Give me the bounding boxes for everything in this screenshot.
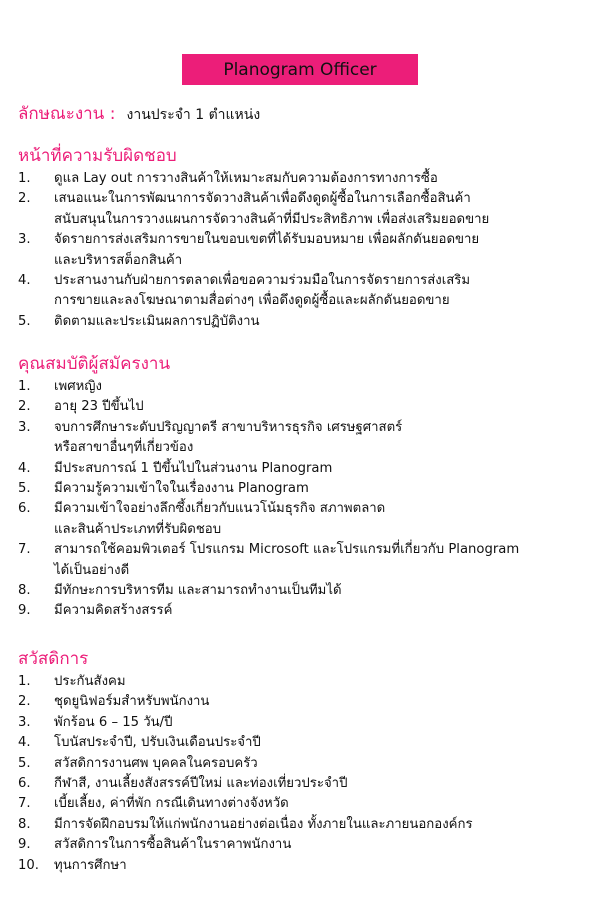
list-item-number: 2. [18, 191, 31, 207]
list-item-number: 4. [18, 735, 31, 751]
list-item-line: มีประสบการณ์ 1 ปีขึ้นไปในส่วนงาน Planogram [54, 460, 333, 476]
benefits-section [18, 648, 588, 876]
list-item-line: สวัสดิการงานศพ บุคคลในครอบครัว [54, 755, 258, 771]
list-item-number: 9. [18, 603, 31, 619]
list-item-line: มีความรู้ความเข้าใจในเรื่องงาน Planogram [54, 481, 309, 497]
list-item-text [54, 312, 588, 332]
list-item [18, 479, 588, 499]
list-item-line: ทุนการศึกษา [54, 857, 127, 873]
list-item-line: ประสานงานกับฝ่ายการตลาดเพื่อขอความร่วมมือในการจัดรายการส่งเสริม [54, 273, 471, 289]
list-item-line: พักร้อน 6 – 15 วัน/ปี [54, 714, 173, 730]
list-item-number: 8. [18, 816, 31, 832]
list-item-number: 3. [18, 232, 31, 248]
list-item [18, 397, 588, 417]
list-item-text [54, 271, 588, 312]
list-item-number: 1. [18, 674, 31, 689]
list-item-text [54, 230, 588, 271]
list-item-text [54, 754, 588, 774]
list-item-line: และสินค้าประเภทที่รับผิดชอบ [54, 521, 222, 537]
list-item-line: ชุดยูนิฟอร์มสำหรับพนักงาน [54, 694, 210, 710]
page-title: Planogram Officer [223, 59, 377, 80]
list-item-number: 6. [18, 776, 31, 792]
list-item-number: 1. [18, 379, 31, 394]
list-item [18, 377, 588, 397]
list-item-line: จบการศึกษาระดับปริญญาตรี สาขาบริหารธุรกิจ เศรษฐศาสตร์ [54, 419, 403, 435]
list-item [18, 835, 588, 855]
list-item-line: ติดตามและประเมินผลการปฏิบัติงาน [54, 313, 260, 329]
list-item-text [54, 692, 588, 712]
list-item-text [54, 169, 588, 189]
job-type-row [18, 100, 260, 127]
list-item-number: 3. [18, 714, 31, 730]
list-item-number: 10. [18, 857, 39, 873]
qualifications-heading: คุณสมบัติผู้สมัครงาน [18, 354, 171, 374]
list-item-number: 1. [18, 171, 31, 186]
list-item [18, 540, 588, 581]
list-item-text [54, 733, 588, 753]
list-item [18, 499, 588, 540]
qualifications-list [18, 377, 588, 622]
list-item-line: สามารถใช้คอมพิวเตอร์ โปรแกรม Microsoft และโปรแกรมที่เกี่ยวกับ Planogram [54, 542, 520, 558]
list-item-number: 2. [18, 399, 31, 415]
list-item-line: เพศหญิง [54, 379, 102, 394]
list-item [18, 189, 588, 230]
list-item [18, 856, 588, 876]
list-item-number: 2. [18, 694, 31, 710]
benefits-list [18, 672, 588, 876]
list-item-line: และบริหารสต็อกสินค้า [54, 252, 183, 268]
list-item-text [54, 774, 588, 794]
list-item-line: สนับสนุนในการวางแผนการจัดวางสินค้าที่มีประสิทธิภาพ เพื่อส่งเสริมยอดขาย [54, 211, 490, 227]
responsibilities-section [18, 145, 588, 332]
list-item [18, 713, 588, 733]
list-item-line: หรือสาขาอื่นๆที่เกี่ยวข้อง [54, 440, 194, 456]
list-item-line: ประกันสังคม [54, 674, 126, 689]
list-item-line: สวัสดิการในการซื้อสินค้าในราคาพนักงาน [54, 837, 292, 853]
list-item-number: 5. [18, 481, 31, 497]
list-item [18, 271, 588, 312]
list-item-text [54, 397, 588, 417]
list-item [18, 312, 588, 332]
list-item [18, 754, 588, 774]
list-item-text [54, 672, 588, 692]
list-item-text [54, 856, 588, 876]
list-item-line: โบนัสประจำปี, ปรับเงินเดือนประจำปี [54, 735, 261, 751]
list-item-line: เบี้ยเลี้ยง, ค่าที่พัก กรณีเดินทางต่างจังหวัด [54, 796, 289, 812]
qualifications-section [18, 353, 588, 622]
list-item-number: 5. [18, 755, 31, 771]
list-item-number: 4. [18, 460, 31, 476]
list-item [18, 672, 588, 692]
list-item-text [54, 459, 588, 479]
list-item-text [54, 540, 588, 581]
list-item-text [54, 835, 588, 855]
list-item-line: มีการจัดฝึกอบรมให้แก่พนักงานอย่างต่อเนื่อง ทั้งภายในและภายนอกองค์กร [54, 816, 473, 832]
list-item-line: มีความคิดสร้างสรรค์ [54, 603, 173, 619]
list-item [18, 418, 588, 459]
list-item [18, 230, 588, 271]
list-item [18, 794, 588, 814]
list-item-text [54, 189, 588, 230]
responsibilities-list [18, 169, 588, 332]
list-item-number: 9. [18, 837, 31, 853]
list-item [18, 692, 588, 712]
list-item-line: กีฬาสี, งานเลี้ยงสังสรรค์ปีใหม่ และท่องเที่ยวประจำปี [54, 776, 348, 792]
list-item-line: ดูแล Lay out การวางสินค้าให้เหมาะสมกับความต้องการทางการซื้อ [54, 171, 438, 186]
list-item [18, 169, 588, 189]
list-item-line: มีความเข้าใจอย่างลึกซึ้งเกี่ยวกับแนวโน้มธุรกิจ สภาพตลาด [54, 501, 386, 517]
list-item-text [54, 581, 588, 601]
list-item-number: 7. [18, 796, 31, 812]
list-item-text [54, 713, 588, 733]
responsibilities-heading: หน้าที่ความรับผิดชอบ [18, 146, 177, 166]
list-item-text [54, 377, 588, 397]
list-item-line: อายุ 23 ปีขึ้นไป [54, 399, 144, 415]
benefits-heading: สวัสดิการ [18, 649, 89, 669]
list-item-text [54, 794, 588, 814]
list-item-number: 6. [18, 501, 31, 517]
title-banner [182, 54, 418, 85]
list-item [18, 601, 588, 621]
list-item-line: มีทักษะการบริหารทีม และสามารถทำงานเป็นทีมได้ [54, 583, 342, 599]
list-item-text [54, 815, 588, 835]
list-item-number: 8. [18, 583, 31, 599]
list-item-number: 4. [18, 273, 31, 289]
list-item [18, 459, 588, 479]
list-item-text [54, 601, 588, 621]
list-item [18, 581, 588, 601]
list-item-number: 5. [18, 313, 31, 329]
list-item-number: 7. [18, 542, 31, 558]
list-item-text [54, 479, 588, 499]
list-item [18, 774, 588, 794]
list-item [18, 815, 588, 835]
job-type-value: งานประจำ 1 ตำแหน่ง [126, 107, 261, 123]
list-item [18, 733, 588, 753]
list-item-line: การขายและลงโฆษณาตามสื่อต่างๆ เพื่อดึงดูดผู้ซื้อและผลักดันยอดขาย [54, 293, 450, 309]
list-item-number: 3. [18, 419, 31, 435]
list-item-text [54, 418, 588, 459]
list-item-line: เสนอแนะในการพัฒนาการจัดวางสินค้าเพื่อดึงดูดผู้ซื้อในการเลือกซื้อสินค้า [54, 191, 471, 207]
list-item-text [54, 499, 588, 540]
job-type-label: ลักษณะงาน : [18, 104, 116, 124]
list-item-line: ได้เป็นอย่างดี [54, 562, 130, 578]
list-item-line: จัดรายการส่งเสริมการขายในขอบเขตที่ได้รับมอบหมาย เพื่อผลักดันยอดขาย [54, 232, 480, 248]
